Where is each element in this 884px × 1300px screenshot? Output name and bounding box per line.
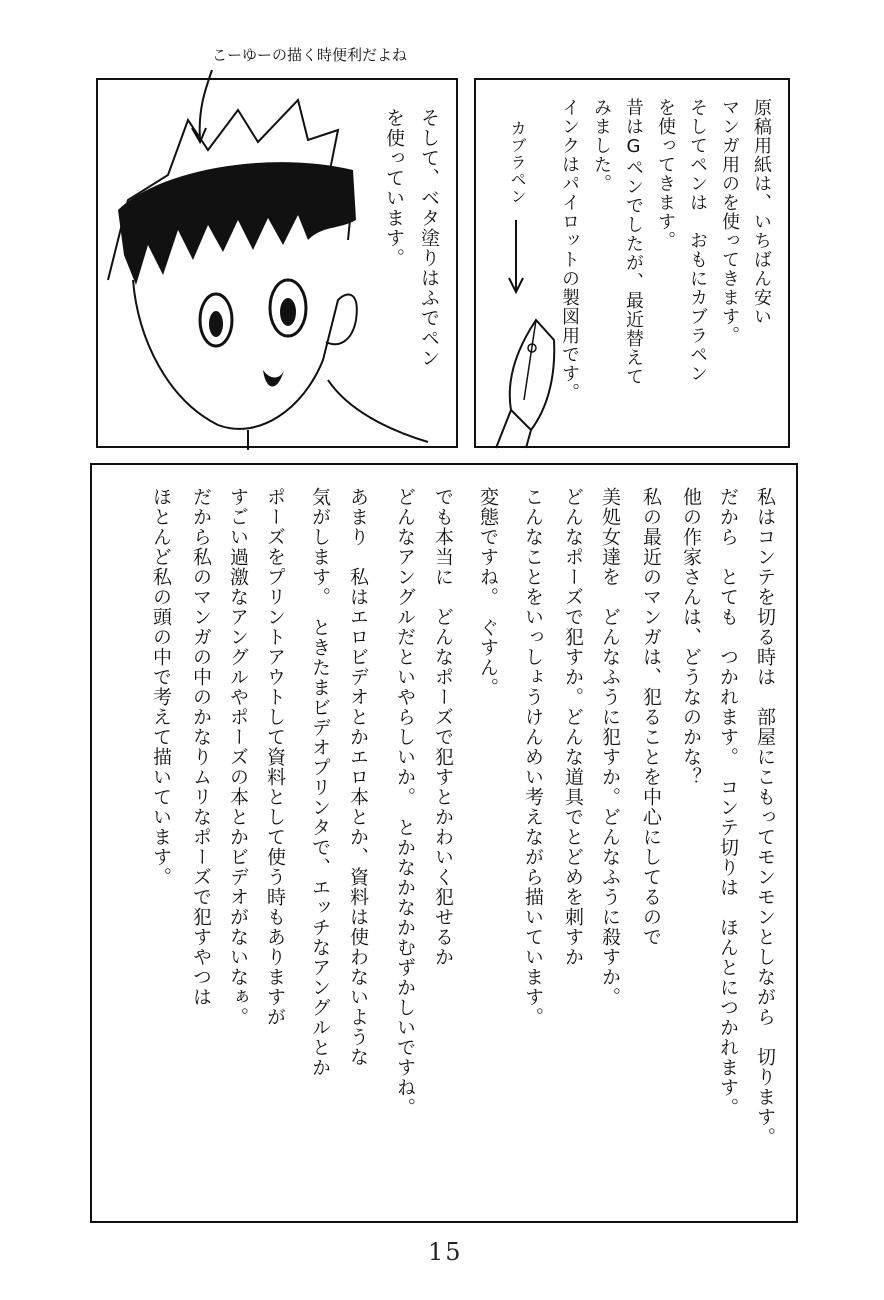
text-column: そして、ベタ塗りはふでペン (418, 108, 440, 368)
text-column: すごい過激なアングルやポーズの本とかビデオがないなぁ。 (227, 487, 249, 1027)
annotation-caption: こーゆーの描く時便利だよね (212, 46, 408, 64)
text-column: を使っています。 (383, 108, 405, 268)
text-column: 変態ですね。 ぐすん。 (477, 487, 499, 698)
pen-label: カブラペン (508, 120, 527, 205)
text-column: みました。 (591, 98, 612, 193)
text-column: だから とても つかれます。 コンテ切りは ほんとにつかれます。 (717, 487, 739, 1118)
text-column: でも本当に どんなポーズで犯すとかわいく犯せるか (432, 487, 454, 967)
text-column: そしてペンは おもにカブラペン (687, 98, 708, 383)
text-column: あまり 私はエロビデオとかエロ本とか、資料は使わないような (347, 487, 369, 1067)
text-column: どんなポーズで犯すか。どんな道具でとどめを刺すか (562, 487, 584, 967)
page-number: 15 (428, 1238, 463, 1266)
text-column: 原稿用紙は、いちばん安い (751, 98, 772, 326)
pen-nib-illustration (476, 80, 792, 450)
text-column: ほとんど私の頭の中で考えて描いています。 (150, 487, 172, 887)
text-column: 私はコンテを切る時は 部屋にこもってモンモンとしながら 切ります。 (754, 487, 776, 1147)
text-column: こんなことをいっしょうけんめい考えながら描いています。 (522, 487, 544, 1027)
materials-panel (474, 78, 790, 448)
text-column: ポーズをプリントアウトして資料として使う時もありますが (264, 487, 286, 1027)
text-column: 気がします。 ときたまビデオプリンタで、エッチなアングルとか (309, 487, 331, 1078)
text-column: インクはパイロットの製図用です。 (559, 98, 580, 402)
text-column: 他の作家さんは、どうなのかな？ (680, 487, 702, 787)
illustration-panel (96, 78, 458, 448)
text-column: 美処女達を どんなふうに犯すか。どんなふうに殺すか。 (599, 487, 621, 1007)
essay-panel (90, 463, 798, 1223)
text-column: だから私のマンガの中のかなりムリなポーズで犯すやつは (190, 487, 212, 1007)
text-column: 私の最近のマンガは、犯ることを中心にしてるので (640, 487, 662, 947)
text-column: 昔はGペンでしたが、最近替えて (623, 98, 644, 386)
text-column: どんなアングルだといやらしいか。 とかなかなかむずかしいですね。 (394, 487, 416, 1118)
text-column: を使ってきます。 (655, 98, 676, 250)
text-column: マンガ用のを使ってきます。 (719, 98, 740, 345)
